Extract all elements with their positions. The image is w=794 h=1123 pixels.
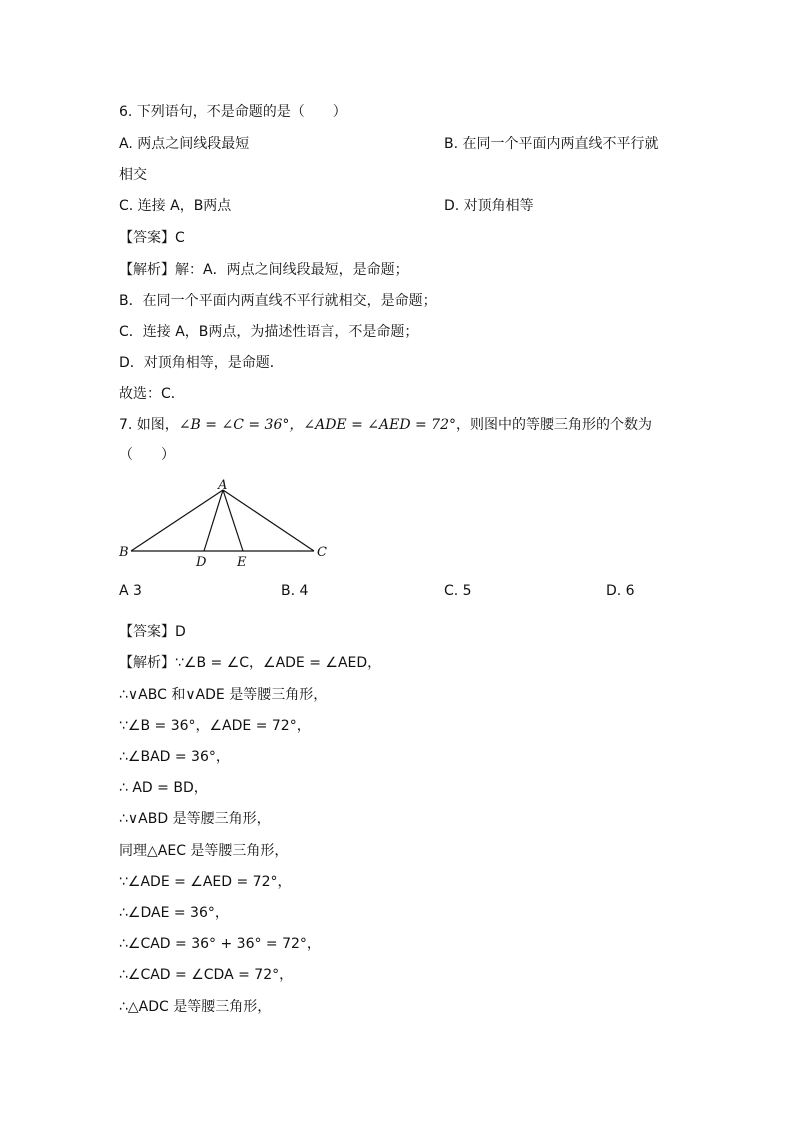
q7-analysis-line: ∴∨ABD 是等腰三角形， xyxy=(119,811,271,827)
q7-analysis-line: ∴∠DAE = 36°， xyxy=(119,905,229,921)
label-a: A xyxy=(218,478,228,493)
q7-answer: 【答案】D xyxy=(119,624,186,640)
q7-question-suffix: ，则图中的等腰三角形的个数为 xyxy=(456,417,652,433)
segment-ac xyxy=(223,490,314,551)
q6-analysis-line: 【解析】解：A．两点之间线段最短，是命题； xyxy=(119,262,409,278)
q6-answer: 【答案】C xyxy=(119,230,185,246)
q7-analysis-line: ∵∠ADE = ∠AED = 72°， xyxy=(119,874,292,890)
q6-analysis-line: C．连接 A，B两点，为描述性语言，不是命题； xyxy=(119,324,419,340)
q6-option-d: D. 对顶角相等 xyxy=(444,198,534,214)
q7-analysis-line: ∵∠B = 36°，∠ADE = 72°， xyxy=(119,718,311,734)
q7-analysis-line: ∴△ADC 是等腰三角形， xyxy=(119,999,272,1015)
segment-ab xyxy=(131,490,223,551)
q6-analysis-line: 故选：C． xyxy=(119,386,185,402)
q7-question-prefix: 7. 如图， xyxy=(119,417,179,433)
label-b: B xyxy=(119,545,129,560)
q6-option-b: B. 在同一个平面内两直线不平行就 xyxy=(444,136,659,152)
q6-option-a: A. 两点之间线段最短 xyxy=(119,136,250,152)
q6-analysis-line: B．在同一个平面内两直线不平行就相交，是命题； xyxy=(119,293,437,309)
label-c: C xyxy=(317,545,327,560)
q6-option-b-wrap: 相交 xyxy=(119,167,147,183)
q7-analysis-line: ∴∨ABC 和∨ADE 是等腰三角形， xyxy=(119,687,328,703)
q7-option-b: B. 4 xyxy=(281,583,309,599)
q7-question xyxy=(119,416,652,434)
label-e: E xyxy=(237,555,247,570)
q7-option-c: C. 5 xyxy=(444,583,472,599)
segment-ad xyxy=(204,490,223,551)
q6-option-c: C. 连接 A，B两点 xyxy=(119,198,232,214)
segment-ae xyxy=(223,490,243,551)
q7-analysis-line: ∴∠CAD = ∠CDA = 72°， xyxy=(119,967,294,983)
q7-option-d: D. 6 xyxy=(606,583,635,599)
q7-analysis-line: ∴∠BAD = 36°， xyxy=(119,749,230,765)
q7-analysis-line: 同理△AEC 是等腰三角形， xyxy=(119,843,289,859)
q7-question-paren: （ ） xyxy=(119,447,175,463)
triangle-figure xyxy=(114,478,334,570)
q6-analysis-line: D．对顶角相等，是命题． xyxy=(119,355,284,371)
q7-analysis-line: 【解析】∵∠B = ∠C，∠ADE = ∠AED， xyxy=(119,655,382,671)
q7-question-math: ∠B = ∠C = 36°，∠ADE = ∠AED = 72° xyxy=(178,417,456,433)
q7-analysis-line: ∴ AD = BD， xyxy=(119,780,208,796)
label-d: D xyxy=(196,555,207,570)
q7-analysis-line: ∴∠CAD = 36° + 36° = 72°， xyxy=(119,936,321,952)
q6-question: 6. 下列语句，不是命题的是（ ） xyxy=(119,104,347,120)
q7-option-a: A 3 xyxy=(119,583,142,599)
